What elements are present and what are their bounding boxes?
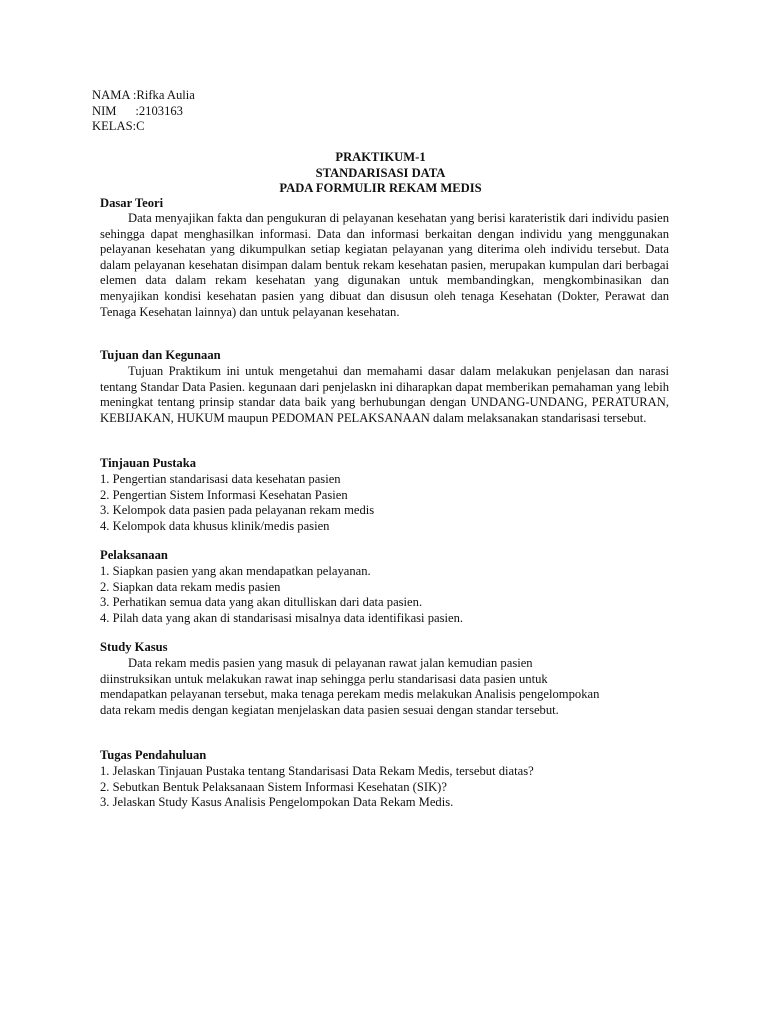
list-item: 1. Jelaskan Tinjauan Pustaka tentang Standarisasi Data Rekam Medis, tersebut diatas?: [100, 764, 534, 778]
document-title: [92, 150, 669, 197]
student-info: [92, 88, 195, 135]
student-name: NAMA :Rifka Aulia: [92, 88, 195, 102]
list-item: 2. Pengertian Sistem Informasi Kesehatan Pasien: [100, 487, 348, 502]
tujuan-heading: Tujuan dan Kegunaan: [100, 348, 221, 362]
tinjauan-heading: Tinjauan Pustaka: [100, 456, 197, 470]
title-line-1: PRAKTIKUM-1: [335, 150, 426, 164]
title-line-2: STANDARISASI DATA: [315, 165, 446, 180]
study-kasus-heading: Study Kasus: [100, 640, 168, 654]
dasar-teori-heading: Dasar Teori: [100, 196, 164, 210]
dasar-teori-paragraph: Data menyajikan fakta dan pengukuran di pelayanan kesehatan yang berisi karateristik dari individu pasien sehingga dapat menghasilkan informasi. Data dan informasi berkaitan dengan individu yang menggunakan pelayanan kesehatan yang dikumpulkan setiap kegiatan pelayanan yang diterima oleh individu tersebut. Data dalam pelayanan kesehatan disimpan dalam bentuk rekam kesehatan pasien, merupakan kumpulan dari berbagai elemen data dalam rekam kesehatan yang digunakan untuk membandingkan, mengkombinasikan dan menyajikan kondisi kesehatan pasien yang dibuat dan disusun oleh tenaga Kesehatan (Dokter, Perawat dan Tenaga Kesehatan lainnya) dan untuk pelayanan kesehatan.: [100, 211, 669, 319]
student-nim: NIM :2103163: [92, 103, 183, 118]
tinjauan-list: [100, 472, 374, 534]
study-kasus-paragraph: Data rekam medis pasien yang masuk di pelayanan rawat jalan kemudian pasien diinstruksikan untuk melakukan rawat inap sehingga perlu standarisasi data pasien untuk mendapatkan pelayanan tersebut, maka tenaga perekam medis melakukan Analisis pengelompokan data rekam medis dengan kegiatan menjelaskan data pasien sesuai dengan standar tersebut.: [100, 656, 600, 717]
list-item: 1. Siapkan pasien yang akan mendapatkan pelayanan.: [100, 564, 371, 578]
tujuan-paragraph: Tujuan Praktikum ini untuk mengetahui dan memahami dasar dalam melakukan penjelasan dan narasi tentang Standar Data Pasien. kegunaan dari penjelaskn ini diharapkan dapat memberikan pemahaman yang lebih meningkat tentang prinsip standar data baik yang berhubungan dengan UNDANG-UNDANG, PERATURAN, KEBIJAKAN, HUKUM maupun PEDOMAN PELAKSANAAN dalam melaksanakan standarisasi tersebut.: [100, 364, 669, 425]
list-item: 3. Kelompok data pasien pada pelayanan rekam medis: [100, 503, 375, 518]
list-item: 2. Siapkan data rekam medis pasien: [100, 579, 281, 594]
list-item: 2. Sebutkan Bentuk Pelaksanaan Sistem Informasi Kesehatan (SIK)?: [100, 779, 447, 794]
list-item: 3. Perhatikan semua data yang akan ditulliskan dari data pasien.: [100, 595, 423, 610]
student-class: KELAS:C: [92, 119, 145, 134]
pelaksanaan-list: [100, 564, 463, 626]
pelaksanaan-heading: Pelaksanaan: [100, 548, 168, 562]
list-item: 1. Pengertian standarisasi data kesehatan pasien: [100, 472, 341, 486]
list-item: 4. Kelompok data khusus klinik/medis pasien: [100, 518, 330, 533]
tugas-heading: Tugas Pendahuluan: [100, 748, 207, 762]
title-line-3: PADA FORMULIR REKAM MEDIS: [279, 181, 482, 196]
list-item: 4. Pilah data yang akan di standarisasi misalnya data identifikasi pasien.: [100, 610, 464, 625]
tugas-list: [100, 764, 534, 811]
list-item: 3. Jelaskan Study Kasus Analisis Pengelompokan Data Rekam Medis.: [100, 795, 454, 810]
